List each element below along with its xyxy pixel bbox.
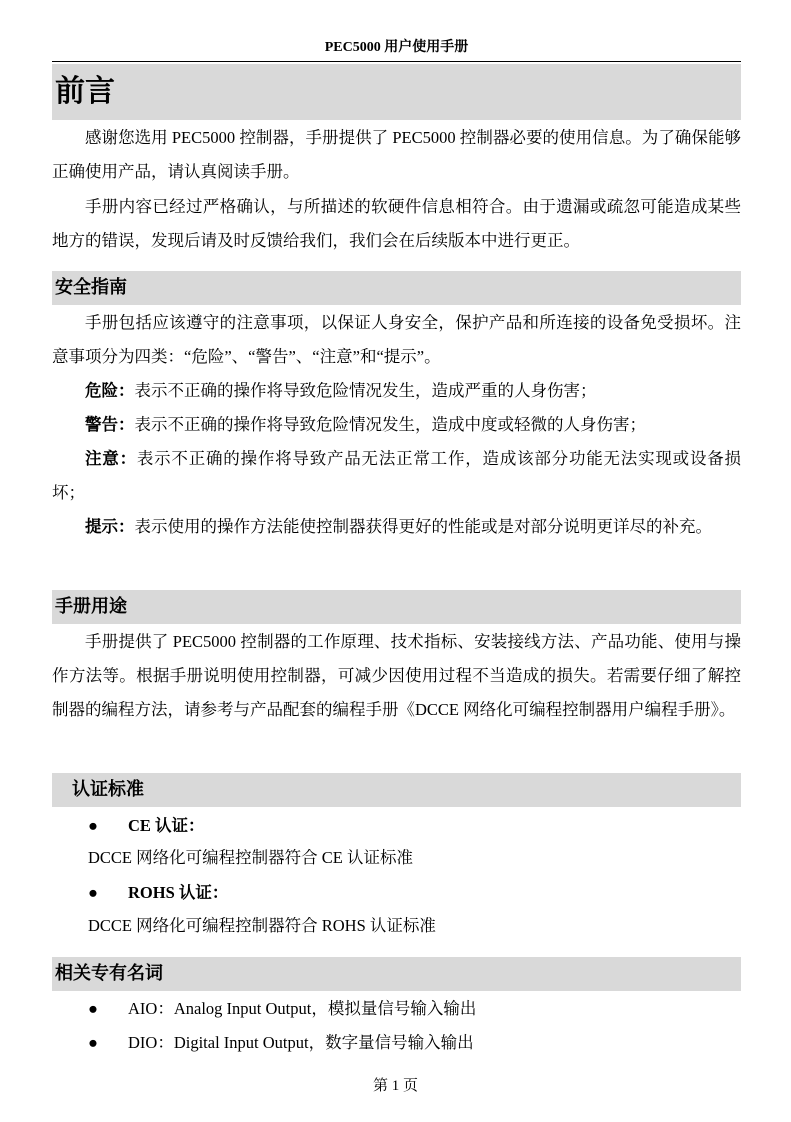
safety-term-warning: 警告： bbox=[85, 415, 135, 434]
bullet-dot: ● bbox=[88, 883, 98, 902]
usage-heading: 手册用途 bbox=[52, 590, 741, 624]
safety-text-danger: 表示不正确的操作将导致危险情况发生，造成严重的人身伤害； bbox=[134, 381, 597, 400]
safety-term-danger: 危险： bbox=[85, 381, 135, 400]
terms-heading: 相关专有名词 bbox=[52, 957, 741, 991]
cert-item-ce bbox=[88, 809, 738, 843]
safety-item-tip bbox=[52, 510, 741, 544]
term-item-dio bbox=[88, 1026, 738, 1060]
safety-item-warning bbox=[52, 408, 741, 442]
preface-paragraph-2: 手册内容已经过严格确认，与所描述的软硬件信息相符合。由于遗漏或疏忽可能造成某些地方的错误，发现后请及时反馈给我们，我们会在后续版本中进行更正。 bbox=[52, 197, 741, 250]
page-number: 第 1 页 bbox=[372, 1078, 418, 1094]
term-text-dio: DIO：Digital Input Output，数字量信号输入输出 bbox=[128, 1033, 474, 1052]
cert-item-rohs bbox=[88, 876, 738, 910]
certification-heading: 认证标准 bbox=[52, 773, 741, 807]
safety-term-caution: 注意： bbox=[85, 449, 137, 468]
term-item-aio bbox=[88, 992, 738, 1026]
running-header: PEC5000 用户使用手册 bbox=[324, 40, 469, 55]
usage-paragraph: 手册提供了 PEC5000 控制器的工作原理、技术指标、安装接线方法、产品功能、使用与操作方法等。根据手册说明使用控制器，可减少因使用过程不当造成的损失。若需要仔细了解控制器的编程方法，请参考与产品配套的编程手册《DCCE 网络化可编程控制器用户编程手册》。 bbox=[52, 632, 741, 719]
bullet-dot: ● bbox=[88, 999, 98, 1018]
term-text-aio: AIO：Analog Input Output，模拟量信号输入输出 bbox=[128, 999, 477, 1018]
cert-label-ce: CE 认证： bbox=[128, 816, 205, 835]
safety-text-tip: 表示使用的操作方法能使控制器获得更好的性能或是对部分说明更详尽的补充。 bbox=[134, 517, 712, 536]
cert-text-ce: DCCE 网络化可编程控制器符合 CE 认证标准 bbox=[88, 848, 413, 867]
preface-heading: 前言 bbox=[52, 64, 741, 120]
safety-heading: 安全指南 bbox=[52, 271, 741, 305]
safety-item-danger bbox=[52, 374, 741, 408]
safety-text-caution: 表示不正确的操作将导致产品无法正常工作，造成该部分功能无法实现或设备损坏； bbox=[52, 449, 742, 502]
safety-item-caution bbox=[52, 442, 741, 510]
cert-text-rohs: DCCE 网络化可编程控制器符合 ROHS 认证标准 bbox=[88, 916, 436, 935]
safety-term-tip: 提示： bbox=[85, 517, 135, 536]
preface-paragraph-1: 感谢您选用 PEC5000 控制器，手册提供了 PEC5000 控制器必要的使用信息。为了确保能够正确使用产品，请认真阅读手册。 bbox=[52, 128, 741, 181]
bullet-dot: ● bbox=[88, 816, 98, 835]
safety-intro: 手册包括应该遵守的注意事项，以保证人身安全，保护产品和所连接的设备免受损坏。注意事项分为四类：“危险”、“警告”、“注意”和“提示”。 bbox=[52, 313, 741, 366]
cert-label-rohs: ROHS 认证： bbox=[128, 883, 229, 902]
safety-text-warning: 表示不正确的操作将导致危险情况发生，造成中度或轻微的人身伤害； bbox=[134, 415, 646, 434]
header-rule bbox=[52, 61, 741, 62]
bullet-dot: ● bbox=[88, 1033, 98, 1052]
